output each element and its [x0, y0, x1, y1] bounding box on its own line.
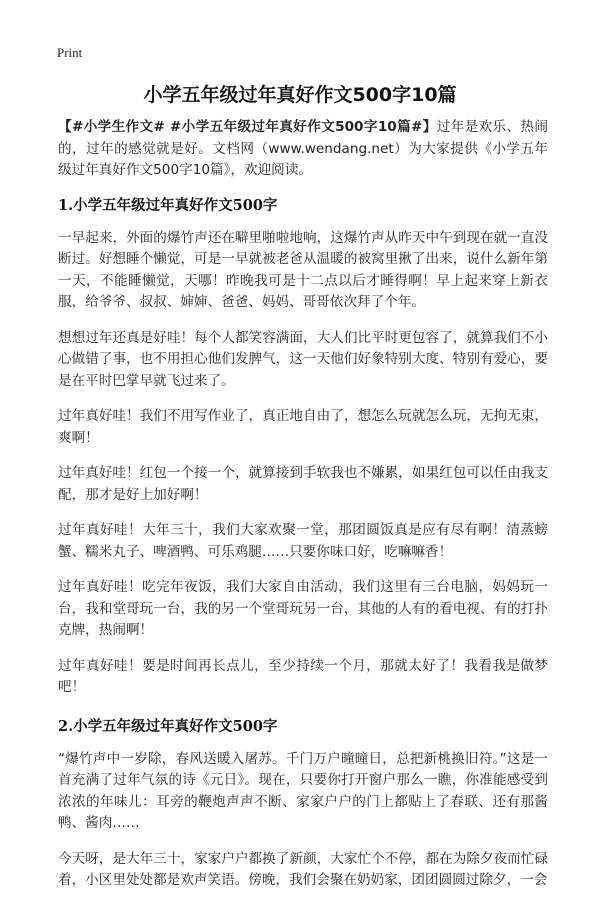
paragraph: 过年真好哇！大年三十，我们大家欢聚一堂，那团圆饭真是应有尽有啊！清蒸螃蟹、糯米丸子、啤酒鸭、可乐鸡腿……只要你味口好，吃嘛嘛香！ [58, 522, 548, 560]
paragraph: 一早起来，外面的爆竹声还在噼里啪啦地响，这爆竹声从昨天中午到现在就一直没断过。好想睡个懒觉，可是一早就被老爸从温暖的被窝里揪了出来，说什么新年第一天，不能睡懒觉，天哪！昨晚我可是十二点以后才睡得啊！早上起来穿上新衣服，给爷爷、叔叔、婶婶、爸爸、妈妈、哥哥依次拜了个年。 [58, 229, 548, 310]
paragraph: 今天呀，是大年三十，家家户户都换了新颜，大家忙个不停，都在为除夕夜而忙碌着，小区里处处都是欢声笑语。傍晚，我们会聚在奶奶家，团团圆圆过除夕，一会 [58, 850, 548, 888]
paragraph: 过年真好哇！要是时间再长点儿，至少持续一个月，那就太好了！我看我是做梦吧！ [58, 657, 548, 695]
intro-text-end: ）为大家提供《小学五年级过年真好作文500字10篇》，欢迎阅读。 [58, 140, 549, 178]
paragraph: “爆竹声中一岁除，春风送暖入屠苏。千门万户曈曈日，总把新桃换旧符。”这是一首充满了过年气氛的诗《元日》。现在，只要你打开窗户那么一瞧，你准能感受到浓浓的年味儿：耳旁的鞭炮声声不断、家家户户的门上都贴上了春联、还有那酱鸭、酱肉…… [58, 750, 548, 831]
intro-tag: 【#小学生作文# #小学五年级过年真好作文500字10篇#】 [58, 119, 437, 135]
section-heading: 2.小学五年级过年真好作文500字 [58, 717, 278, 735]
intro-text: 过年是欢乐、热闹的，过年的感觉就是好。文档网（ [58, 119, 548, 157]
site-link[interactable]: www.wendang.net [268, 140, 394, 157]
section-heading: 1.小学五年级过年真好作文500字 [58, 196, 278, 214]
intro-paragraph [58, 117, 548, 182]
print-button[interactable]: Print [57, 45, 83, 60]
paragraph: 过年真好哇！红包一个接一个，就算接到手软我也不嫌累，如果红包可以任由我支配，那才是好上加好啊！ [58, 465, 548, 503]
article-body [58, 117, 548, 906]
paragraph: 想想过年还真是好哇！每个人都笑容满面，大人们比平时更包容了，就算我们不小心做错了事，也不用担心他们发脾气，这一天他们好象特别大度、特别有爱心，要是在平时巴掌早就飞过来了。 [58, 329, 548, 389]
page-title: 小学五年级过年真好作文500字10篇 [143, 84, 457, 106]
paragraph: 过年真好哇！吃完年夜饭，我们大家自由活动，我们这里有三台电脑，妈妈玩一台，我和堂哥玩一台，我的另一个堂哥玩另一台，其他的人有的看电视、有的打扑克牌，热闹啊！ [58, 579, 548, 638]
paragraph: 过年真好哇！我们不用写作业了，真正地自由了，想怎么玩就怎么玩，无拘无束，爽啊！ [58, 408, 548, 446]
